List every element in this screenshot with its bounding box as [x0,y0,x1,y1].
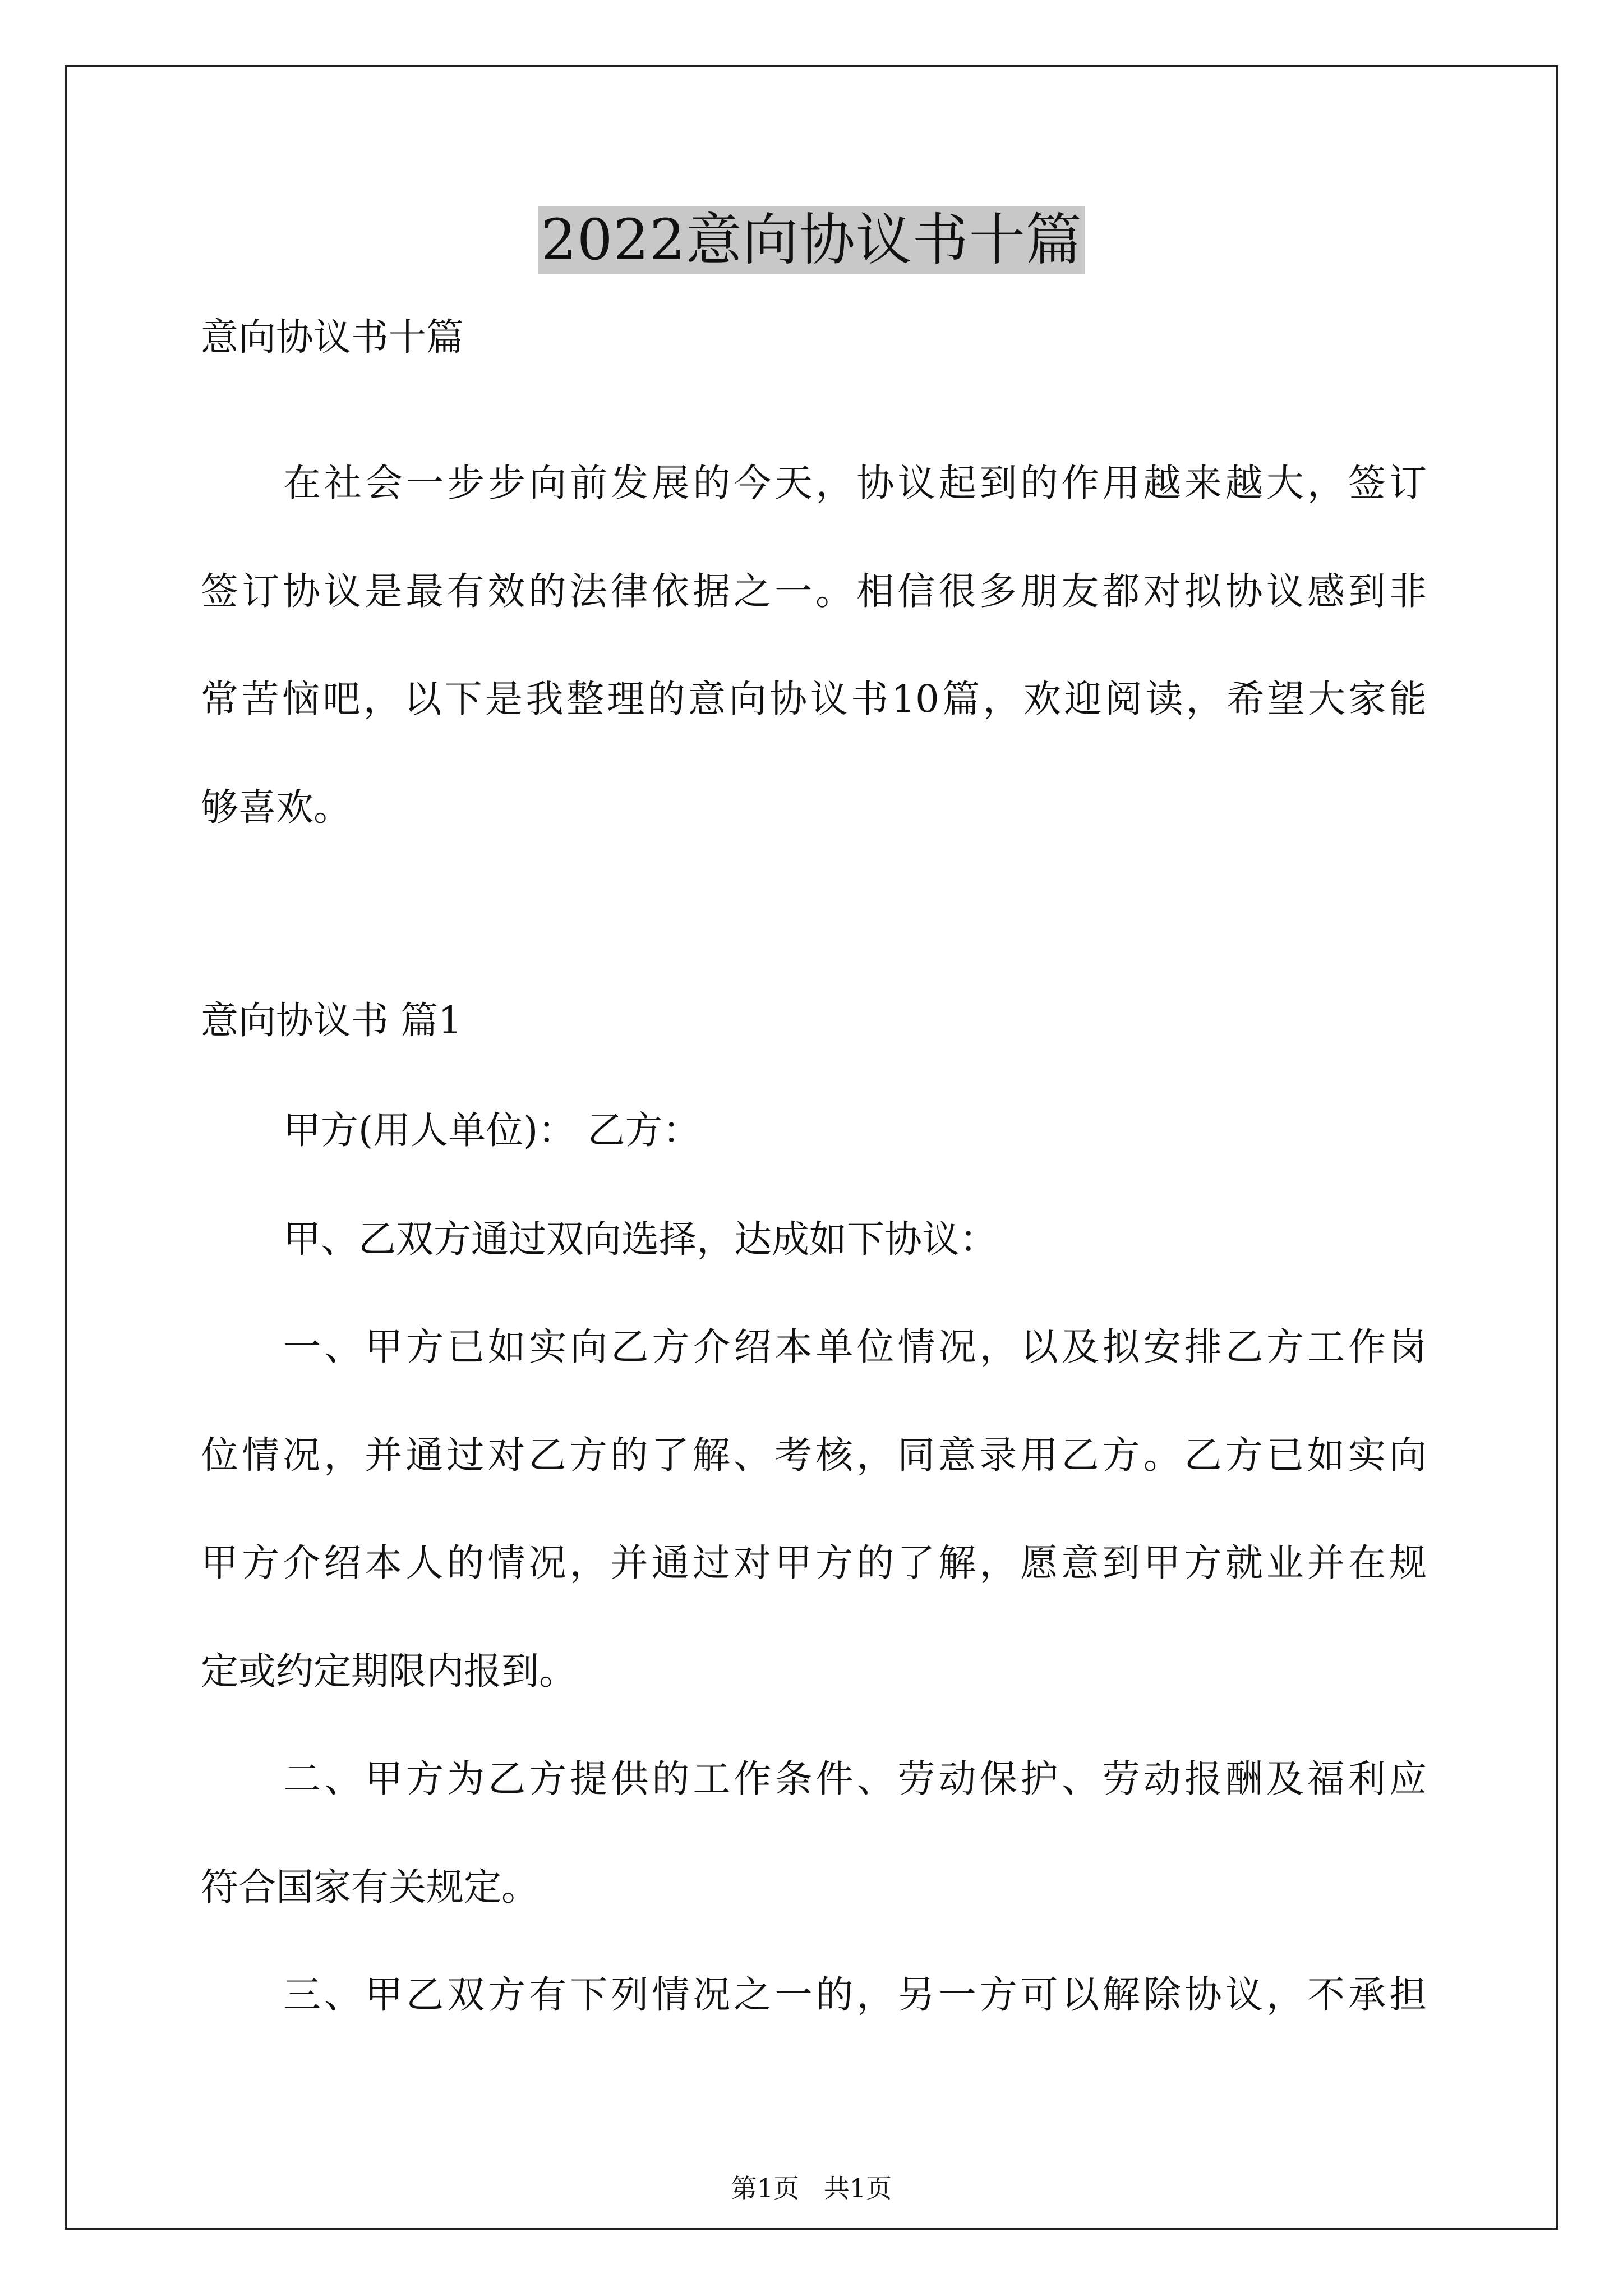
clause1-line-1: 一、甲方已如实向乙方介绍本单位情况，以及拟安排乙方工作岗 [283,1325,1427,1369]
intro-line-1: 在社会一步步向前发展的今天，协议起到的作用越来越大，签订 [283,461,1427,505]
clause3-line-1: 三、甲乙双方有下列情况之一的，另一方可以解除协议，不承担 [283,1973,1427,2017]
clause1-line-3: 甲方介绍本人的情况，并通过对甲方的了解，愿意到甲方就业并在规 [201,1541,1427,1585]
clause2-line-2: 符合国家有关规定。 [201,1865,539,1909]
section-heading: 意向协议书 篇1 [201,999,462,1042]
intro-line-4: 够喜欢。 [201,785,351,829]
page-footer: 第1页 共1页 [731,2173,892,2203]
agreement-line: 甲、乙双方通过双向选择，达成如下协议： [283,1217,997,1261]
clause2-line-1: 二、甲方为乙方提供的工作条件、劳动保护、劳动报酬及福利应 [283,1757,1427,1801]
intro-line-3: 常苦恼吧，以下是我整理的意向协议书10篇，欢迎阅读，希望大家能 [201,677,1427,721]
clause1-line-4: 定或约定期限内报到。 [201,1649,577,1693]
parties-line: 甲方(用人单位)： 乙方： [283,1108,700,1152]
document-subtitle: 意向协议书十篇 [201,315,464,359]
intro-line-2: 签订协议是最有效的法律依据之一。相信很多朋友都对拟协议感到非 [201,569,1427,613]
document-title: 2022意向协议书十篇 [0,206,1623,274]
clause1-line-2: 位情况，并通过对乙方的了解、考核，同意录用乙方。乙方已如实向 [201,1433,1427,1477]
